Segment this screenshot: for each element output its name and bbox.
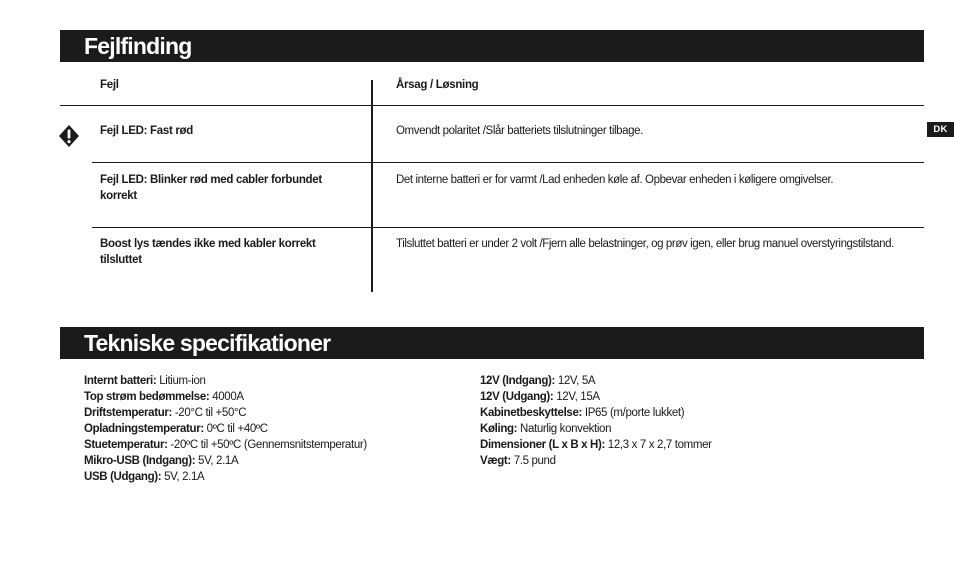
spec-label: Opladningstemperatur:	[84, 423, 204, 435]
spec-value: 5V, 2.1A	[161, 471, 205, 483]
spec-value: Naturlig konvektion	[517, 423, 612, 435]
specs-title: Tekniske specifikationer	[84, 330, 331, 356]
spec-value: Litium-ion	[156, 375, 206, 387]
spec-label: Dimensioner (L x B x H):	[480, 439, 605, 451]
spec-value: -20ºC til +50ºC (Gennemsnitstemperatur)	[167, 439, 367, 451]
spec-label: Driftstemperatur:	[84, 407, 172, 419]
table-row-solution: Tilsluttet batteri er under 2 volt /Fjern alle belastninger, og prøv igen, eller brug manuel overstyringstilstand.	[396, 238, 894, 250]
spec-row	[480, 421, 712, 437]
spec-row	[84, 421, 367, 437]
spec-label: 12V (Indgang):	[480, 375, 555, 387]
spec-label: 12V (Udgang):	[480, 391, 554, 403]
table-row-fault: Boost lys tændes ikke med kabler korrekt tilsluttet	[100, 238, 316, 266]
spec-value: 5V, 2.1A	[195, 455, 239, 467]
spec-value: 12V, 5A	[554, 375, 596, 387]
spec-row	[480, 373, 712, 389]
table-row-solution: Det interne batteri er for varmt /Lad enheden køle af. Opbevar enheden i køligere omgivelser.	[396, 174, 834, 186]
specs-right-column	[480, 373, 712, 469]
troubleshooting-header-bar	[60, 30, 924, 62]
spec-value: 4000A	[209, 391, 244, 403]
table-row-solution: Omvendt polaritet /Slår batteriets tilslutninger tilbage.	[396, 125, 643, 137]
table-row-divider	[92, 227, 924, 228]
spec-row	[480, 437, 712, 453]
spec-value: 7.5 pund	[510, 455, 556, 467]
spec-row	[480, 453, 712, 469]
spec-row	[84, 469, 367, 485]
spec-row	[480, 389, 712, 405]
spec-label: Mikro-USB (Indgang):	[84, 455, 196, 467]
column-header-solution: Årsag / Løsning	[396, 79, 479, 91]
table-row-fault: Fejl LED: Blinker rød med cabler forbundet korrekt	[100, 174, 322, 202]
warning-diamond-icon	[58, 124, 80, 148]
spec-row	[480, 405, 712, 421]
spec-row	[84, 389, 367, 405]
table-column-divider	[371, 80, 373, 292]
spec-value: 12V, 15A	[553, 391, 600, 403]
spec-value: 12,3 x 7 x 2,7 tommer	[604, 439, 712, 451]
spec-value: IP65 (m/porte lukket)	[582, 407, 685, 419]
table-row-fault: Fejl LED: Fast rød	[100, 125, 193, 137]
spec-value: -20°C til +50°C	[171, 407, 247, 419]
spec-label: Internt batteri:	[84, 375, 157, 387]
spec-label: Stuetemperatur:	[84, 439, 168, 451]
spec-label: Kabinetbeskyttelse:	[480, 407, 582, 419]
spec-row	[84, 405, 367, 421]
spec-row	[84, 373, 367, 389]
spec-label: USB (Udgang):	[84, 471, 162, 483]
troubleshooting-title: Fejlfinding	[84, 33, 192, 59]
spec-label: Vægt:	[480, 455, 511, 467]
spec-label: Køling:	[480, 423, 518, 435]
specs-left-column	[84, 373, 367, 485]
spec-value: 0ºC til +40ºC	[203, 423, 268, 435]
table-row-divider	[92, 162, 924, 163]
language-badge: DK	[927, 122, 954, 137]
column-header-fault: Fejl	[100, 79, 119, 91]
table-header-divider	[60, 105, 924, 106]
spec-row	[84, 453, 367, 469]
specs-header-bar	[60, 327, 924, 359]
spec-row	[84, 437, 367, 453]
spec-label: Top strøm bedømmelse:	[84, 391, 210, 403]
